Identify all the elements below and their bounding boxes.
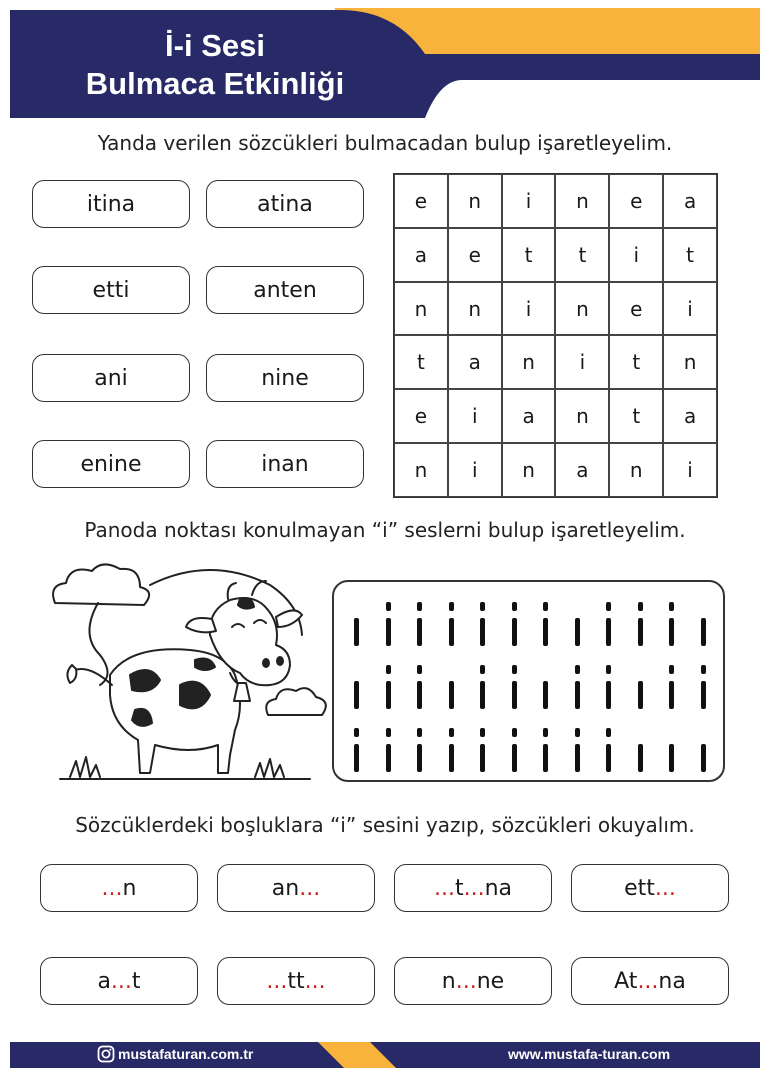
word-fragment: ne (476, 968, 505, 994)
letter-i-dotted[interactable] (480, 602, 486, 644)
grid-cell[interactable]: e (394, 174, 448, 228)
letter-i-dotted[interactable] (417, 665, 423, 707)
word-box: itina (32, 180, 190, 228)
fill-word-box[interactable] (217, 957, 375, 1005)
grid-cell[interactable]: i (502, 282, 556, 336)
letter-i-dotted[interactable] (638, 602, 644, 644)
letter-i-dotted[interactable] (449, 602, 455, 644)
word-fragment: ett (624, 875, 655, 901)
letter-i-dotted[interactable] (575, 665, 581, 707)
blank-slot[interactable]: ... (463, 875, 485, 901)
grid-cell[interactable]: i (663, 282, 717, 336)
fill-word-box[interactable] (40, 864, 198, 912)
letter-i-dotless[interactable] (638, 665, 644, 707)
blank-slot[interactable]: ... (654, 875, 676, 901)
instagram-icon (97, 1045, 115, 1063)
grid-cell[interactable]: i (502, 174, 556, 228)
letter-i-dotted[interactable] (606, 665, 612, 707)
word-fragment: t (131, 968, 141, 994)
word-fragment: n (441, 968, 456, 994)
fill-word-box[interactable] (394, 957, 552, 1005)
blank-slot[interactable]: ... (637, 968, 659, 994)
letter-i-dotted[interactable] (606, 602, 612, 644)
grid-cell[interactable]: n (555, 389, 609, 443)
letter-i-dotless[interactable] (354, 665, 360, 707)
letter-i-dotted[interactable] (575, 728, 581, 770)
word-fragment: tt (287, 968, 305, 994)
letter-i-dotted[interactable] (449, 728, 455, 770)
letter-i-dotless[interactable] (575, 602, 581, 644)
fill-word-box[interactable] (40, 957, 198, 1005)
grid-cell[interactable]: i (555, 335, 609, 389)
grid-cell[interactable]: i (448, 443, 502, 497)
word-box: etti (32, 266, 190, 314)
letter-i-dotless[interactable] (354, 602, 360, 644)
letter-i-dotted[interactable] (386, 728, 392, 770)
grid-cell[interactable]: e (609, 174, 663, 228)
word-box: ani (32, 354, 190, 402)
grid-cell[interactable]: t (394, 335, 448, 389)
word-box: enine (32, 440, 190, 488)
letter-i-dotted[interactable] (512, 602, 518, 644)
fill-word-box[interactable] (571, 957, 729, 1005)
grid-cell[interactable]: n (663, 335, 717, 389)
grid-cell[interactable]: t (502, 228, 556, 282)
letter-i-dotted[interactable] (669, 602, 675, 644)
blank-slot[interactable]: ... (101, 875, 123, 901)
grid-cell[interactable]: n (448, 282, 502, 336)
letter-i-dotless[interactable] (449, 665, 455, 707)
grid-cell[interactable]: n (555, 174, 609, 228)
grid-cell[interactable]: t (663, 228, 717, 282)
word-fragment: a (97, 968, 111, 994)
grid-cell[interactable]: a (555, 443, 609, 497)
letter-board (332, 580, 725, 782)
grid-cell[interactable]: i (609, 228, 663, 282)
grid-cell[interactable]: a (663, 389, 717, 443)
grid-cell[interactable]: e (394, 389, 448, 443)
page-title-line2: Bulmaca Etkinliği (85, 66, 345, 101)
letter-i-dotted[interactable] (512, 728, 518, 770)
word-fragment: an (271, 875, 300, 901)
grid-cell[interactable]: t (609, 389, 663, 443)
grid-cell[interactable]: n (502, 443, 556, 497)
word-fragment: n (122, 875, 137, 901)
blank-slot[interactable]: ... (433, 875, 455, 901)
grid-cell[interactable]: n (555, 282, 609, 336)
letter-i-dotted[interactable] (386, 602, 392, 644)
grid-cell[interactable]: t (555, 228, 609, 282)
letter-i-dotted[interactable] (480, 728, 486, 770)
instruction-fill-blanks: Sözcüklerdeki boşluklara “i” sesini yazıp, sözcükleri okuyalım. (75, 813, 695, 837)
word-fragment: t (454, 875, 464, 901)
letter-i-dotted[interactable] (480, 665, 486, 707)
website-link: www.mustafa-turan.com (508, 1046, 671, 1062)
letter-i-dotted[interactable] (606, 728, 612, 770)
blank-slot[interactable]: ... (110, 968, 132, 994)
instruction-board: Panoda noktası konulmayan “i” seslerni bulup işaretleyelim. (84, 518, 686, 542)
fill-word-box[interactable] (217, 864, 375, 912)
instagram-handle: mustafaturan.com.tr (118, 1046, 254, 1062)
letter-i-dotless[interactable] (701, 728, 707, 770)
grid-cell[interactable]: i (448, 389, 502, 443)
grid-cell[interactable]: i (663, 443, 717, 497)
letter-i-dotless[interactable] (638, 728, 644, 770)
word-box: atina (206, 180, 364, 228)
grid-cell[interactable]: n (448, 174, 502, 228)
letter-i-dotless[interactable] (669, 728, 675, 770)
grid-cell[interactable]: n (394, 443, 448, 497)
letter-i-dotless[interactable] (701, 602, 707, 644)
grid-cell[interactable]: e (448, 228, 502, 282)
blank-slot[interactable]: ... (304, 968, 326, 994)
letter-grid (393, 173, 718, 498)
word-box: inan (206, 440, 364, 488)
letter-i-dotted[interactable] (417, 728, 423, 770)
grid-cell[interactable]: n (502, 335, 556, 389)
fill-word-box[interactable] (394, 864, 552, 912)
grid-cell[interactable]: n (394, 282, 448, 336)
letter-i-dotted[interactable] (386, 665, 392, 707)
grid-cell[interactable]: t (609, 335, 663, 389)
grid-cell[interactable]: e (609, 282, 663, 336)
cow-illustration (40, 555, 330, 790)
letter-i-dotted[interactable] (417, 602, 423, 644)
letter-i-dotted[interactable] (354, 728, 360, 770)
letter-i-dotted[interactable] (669, 665, 675, 707)
letter-i-dotted[interactable] (512, 665, 518, 707)
letter-i-dotted[interactable] (701, 665, 707, 707)
word-box: nine (206, 354, 364, 402)
grid-cell[interactable]: a (448, 335, 502, 389)
word-fragment: At (614, 968, 638, 994)
word-fragment: na (658, 968, 686, 994)
letter-i-dotted[interactable] (543, 602, 549, 644)
blank-slot[interactable]: ... (299, 875, 321, 901)
letter-i-dotless[interactable] (543, 665, 549, 707)
blank-slot[interactable]: ... (266, 968, 288, 994)
grid-cell[interactable]: a (502, 389, 556, 443)
grid-cell[interactable]: n (609, 443, 663, 497)
blank-slot[interactable]: ... (455, 968, 477, 994)
page-title-line1: İ-i Sesi (165, 28, 265, 63)
grid-cell[interactable]: a (663, 174, 717, 228)
letter-i-dotted[interactable] (543, 728, 549, 770)
fill-word-box[interactable] (571, 864, 729, 912)
grid-cell[interactable]: a (394, 228, 448, 282)
word-fragment: na (484, 875, 513, 901)
word-box: anten (206, 266, 364, 314)
instruction-word-search: Yanda verilen sözcükleri bulmacadan bulup işaretleyelim. (97, 131, 673, 155)
